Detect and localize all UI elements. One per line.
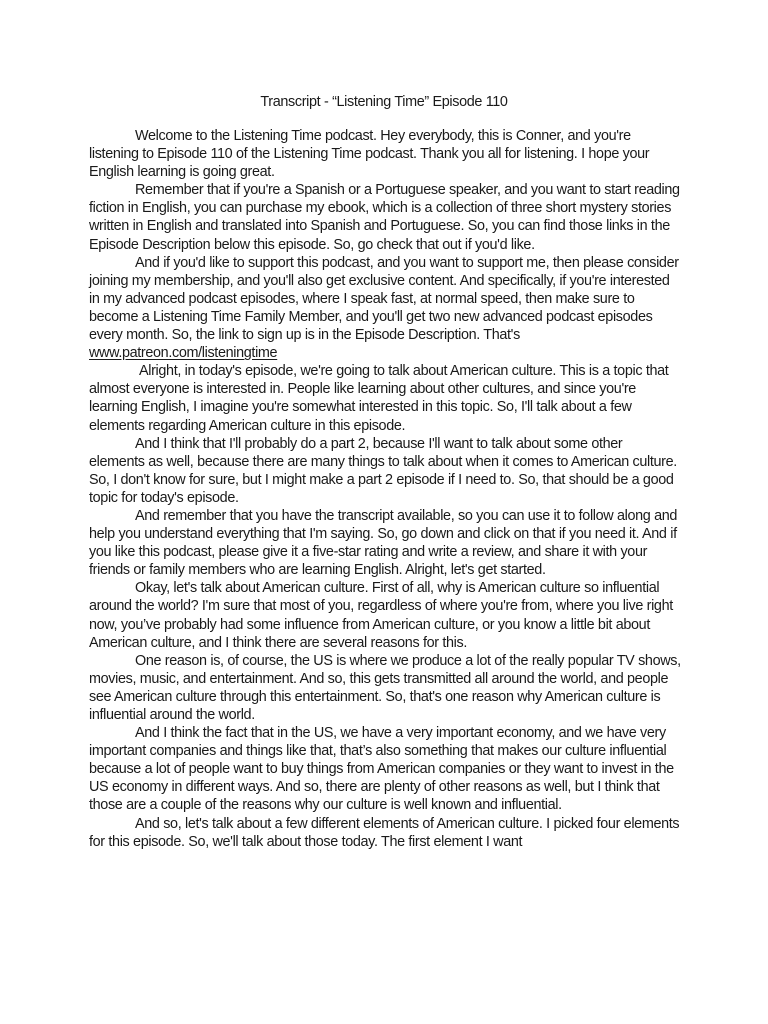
paragraph-transcript-reminder: And remember that you have the transcript available, so you can use it to follow along and help you understand everything that I'm saying. So, go down and click on that if you need it. And if you like this podcast, please give it a five-star rating and write a review, and share it with your friends or family members who are learning English. Alright, let's get started. [89,507,678,579]
patreon-link[interactable]: www.patreon.com/listeningtime [89,345,278,362]
transcript-body [89,127,681,851]
paragraph-part-two: And I think that I'll probably do a part 2, because I'll want to talk about some other elements as well, because there are many things to talk about when it comes to American culture. So, I don't know for sure, but I might make a part 2 episode if I need to. So, that should be a good topic for today's episode. [89,435,677,506]
paragraph-ebook: Remember that if you're a Spanish or a Portuguese speaker, and you want to start reading fiction in English, you can purchase my ebook, which is a collection of three short mystery stories written in English and translated into Spanish and Portuguese. So, you can find those links in the Episode Description below this episode. So, go check that out if you'd like. [89,182,680,253]
document-title: Transcript - “Listening Time” Episode 110 [260,94,508,110]
paragraph-why-influential: Okay, let's talk about American culture. First of all, why is American culture so influential around the world? I'm sure that most of you, regardless of where you're from, where you live right now, you’ve probably had some influence from American culture, or you know a little bit about American culture, and I think there are several reasons for this. [89,580,673,651]
paragraph-economy: And I think the fact that in the US, we have a very important economy, and we have very important companies and things like that, that’s also something that makes our culture influential because a lot of people want to buy things from American companies or they want to invest in the US economy in different ways. And so, there are plenty of other reasons as well, but I think that those are a couple of the reasons why our culture is well known and influential. [89,725,674,814]
paragraph-membership-text: And if you'd like to support this podcast, and you want to support me, then please consider joining my membership, and you'll also get exclusive content. And specifically, if you're interested in my advanced podcast episodes, where I speak fast, at normal speed, then make sure to become a Listening Time Family Member, and you'll get two new advanced podcast episodes every month. So, the link to sign up is in the Episode Description. That's [89,254,679,344]
paragraph-elements: And so, let's talk about a few different elements of American culture. I picked four elements for this episode. So, we'll talk about those today. The first element I want [89,815,680,850]
paragraph-welcome: Welcome to the Listening Time podcast. Hey everybody, this is Conner, and you're listening to Episode 110 of the Listening Time podcast. Thank you all for listening. I hope your English learning is going great. [89,128,650,181]
paragraph-intro-topic: Alright, in today's episode, we're going to talk about American culture. This is a topic that almost everyone is interested in. People like learning about other cultures, and since you're learning English, I imagine you're somewhat interested in this topic. So, I'll talk about a few elements regarding American culture in this episode. [89,363,669,434]
paragraph-entertainment: One reason is, of course, the US is where we produce a lot of the really popular TV shows, movies, music, and entertainment. And so, this gets transmitted all around the world, and people see American culture through this entertainment. So, that's one reason why American culture is influential around the world. [89,652,681,723]
paragraph-membership [89,254,681,363]
